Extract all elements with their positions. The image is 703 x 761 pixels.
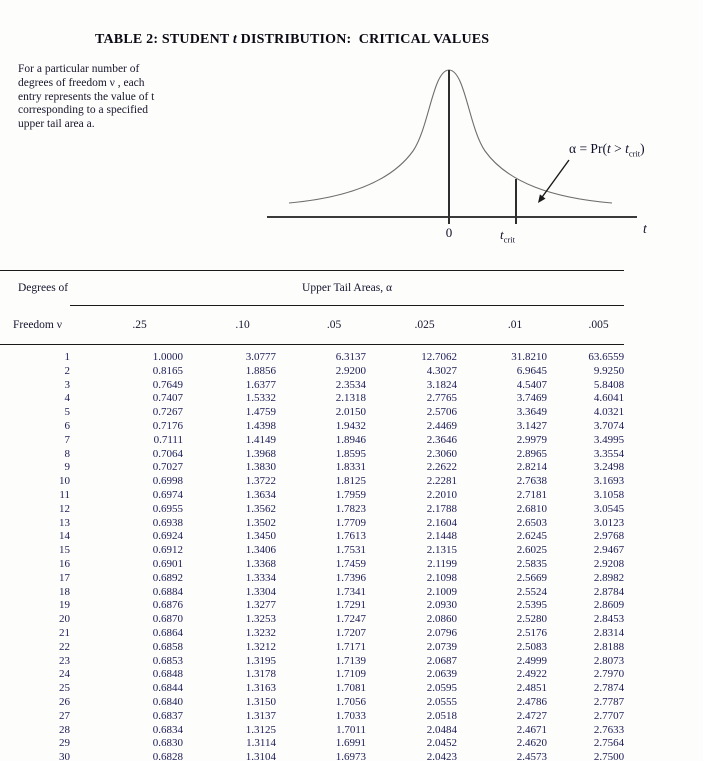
critical-value-cell: 0.6837	[152, 709, 183, 722]
critical-value-cell: 1.7709	[335, 516, 366, 529]
alpha-column-header: .10	[183, 306, 276, 345]
title-suffix: DISTRIBUTION: CRITICAL VALUES	[236, 32, 490, 47]
table-header-row-1	[0, 271, 624, 306]
critical-value-cell: 2.4620	[516, 737, 547, 750]
critical-value-cell: 2.1199	[427, 557, 457, 570]
critical-value-cell: 2.0687	[426, 654, 457, 667]
critical-value-cell: 1.3277	[245, 599, 276, 612]
critical-value-cell: 1.3137	[245, 709, 276, 722]
df-cell: 13	[59, 516, 70, 529]
critical-value-cell: 2.0423	[426, 751, 457, 761]
critical-value-cell: 2.8965	[516, 447, 547, 460]
critical-value-cell: 3.2498	[593, 461, 625, 474]
critical-value-cell: 2.5395	[516, 599, 547, 612]
critical-value-cell: 1.7109	[335, 668, 366, 681]
critical-value-cell: 2.4573	[516, 751, 547, 761]
table-row	[0, 558, 624, 572]
critical-value-cell: 1.7459	[335, 557, 366, 570]
critical-value-cell: 1.6991	[335, 737, 366, 750]
critical-value-cell: 1.8946	[335, 433, 366, 446]
critical-value-cell: 2.0639	[426, 668, 457, 681]
critical-value-cell: 2.1604	[426, 516, 457, 529]
critical-value-cell: 1.4759	[245, 406, 276, 419]
critical-value-cell: 2.5176	[516, 626, 547, 639]
critical-value-cell: 2.5835	[516, 557, 547, 570]
table-row	[0, 448, 624, 462]
critical-value-cell: 1.7171	[335, 640, 366, 653]
freedom-nu-header: Freedom ν	[0, 306, 70, 345]
critical-value-cell: 2.0452	[426, 737, 457, 750]
critical-value-cell: 4.6041	[593, 392, 625, 405]
critical-value-cell: 2.9768	[593, 530, 625, 543]
critical-value-cell: 1.7959	[335, 488, 366, 501]
df-cell: 1	[64, 351, 70, 363]
critical-value-cell: 2.6025	[516, 544, 547, 557]
critical-value-cell: 0.6834	[152, 723, 183, 736]
alpha-column-header: .025	[366, 306, 457, 345]
critical-value-cell: 3.4995	[593, 433, 625, 446]
critical-value-cell: 0.6870	[152, 613, 183, 626]
critical-value-cell: 1.3368	[245, 557, 276, 570]
alpha-annotation	[569, 141, 645, 159]
critical-value-cell: 2.5083	[516, 640, 547, 653]
critical-value-cell: 1.8125	[335, 475, 366, 488]
critical-value-cell: 4.5407	[516, 378, 547, 391]
critical-value-cell: 2.5280	[516, 613, 547, 626]
critical-value-cell: 2.1098	[426, 571, 457, 584]
df-cell: 25	[59, 682, 70, 695]
critical-value-cell: 1.0000	[152, 351, 183, 363]
annotation-arrowhead	[538, 194, 546, 203]
critical-value-cell: 1.4398	[245, 419, 276, 432]
critical-value-cell: 2.6503	[516, 516, 547, 529]
critical-value-cell: 1.7341	[335, 585, 366, 598]
df-cell: 23	[59, 654, 70, 667]
critical-value-cell: 2.1788	[426, 502, 457, 515]
critical-value-cell: 0.6853	[152, 654, 183, 667]
degrees-of-header: Degrees of	[18, 282, 69, 295]
annotation-arrow	[540, 160, 569, 200]
critical-value-cell: 0.6830	[152, 737, 183, 750]
critical-value-cell: 1.9432	[335, 419, 366, 432]
critical-value-cell: 2.4851	[516, 682, 547, 695]
critical-value-cell: 2.0518	[426, 709, 457, 722]
df-cell: 8	[64, 447, 70, 460]
critical-value-cell: 0.6974	[152, 488, 183, 501]
critical-value-cell: 0.7111	[153, 433, 183, 446]
critical-value-cell: 0.6848	[152, 668, 183, 681]
df-cell: 16	[59, 557, 70, 570]
critical-value-cell: 2.7638	[516, 475, 547, 488]
table-row	[0, 475, 624, 489]
title-italic-t: t	[232, 32, 237, 47]
critical-value-cell: 1.3968	[245, 447, 276, 460]
critical-value-cell: 1.3125	[245, 723, 276, 736]
critical-value-cell: 0.6924	[152, 530, 183, 543]
table-row	[0, 345, 624, 365]
critical-value-cell: 3.0123	[593, 516, 625, 529]
annotation-close: )	[640, 141, 645, 156]
critical-value-cell: 1.7081	[335, 682, 366, 695]
critical-value-cell: 0.6998	[152, 475, 183, 488]
tcrit-t: t	[500, 227, 504, 242]
critical-value-cell: 1.8595	[335, 447, 366, 460]
critical-value-cell: 2.3534	[335, 378, 366, 391]
critical-value-cell: 0.6828	[152, 751, 183, 761]
table-row	[0, 696, 624, 710]
critical-value-cell: 9.9250	[593, 364, 625, 377]
annotation-crit-sub: crit	[628, 148, 641, 159]
critical-value-cell: 2.4922	[516, 668, 547, 681]
critical-value-cell: 1.3178	[245, 668, 276, 681]
table-row	[0, 586, 624, 600]
critical-value-cell: 2.7633	[593, 723, 625, 736]
critical-value-cell: 63.6559	[588, 351, 625, 363]
table-row	[0, 710, 624, 724]
tcrit-axis-label	[500, 227, 515, 245]
critical-value-cell: 2.8314	[593, 626, 625, 639]
critical-value-cell: 3.7469	[516, 392, 547, 405]
critical-value-cell: 1.3450	[245, 530, 276, 543]
critical-value-cell: 1.5332	[245, 392, 276, 405]
critical-value-cell: 2.0555	[426, 695, 457, 708]
critical-value-cell: 2.0739	[426, 640, 457, 653]
critical-value-cell: 2.5524	[516, 585, 547, 598]
critical-value-cell: 1.3212	[245, 640, 276, 653]
table-row	[0, 406, 624, 420]
annotation-t2: t	[625, 141, 629, 156]
critical-value-cell: 4.0321	[593, 406, 625, 419]
critical-value-cell: 1.3104	[245, 751, 276, 761]
df-cell: 2	[64, 364, 70, 377]
critical-value-cell: 2.4999	[516, 654, 547, 667]
critical-value-cell: 1.7291	[335, 599, 366, 612]
critical-value-cell: 2.4727	[516, 709, 547, 722]
df-cell: 12	[59, 502, 70, 515]
table-row	[0, 379, 624, 393]
table-row	[0, 489, 624, 503]
critical-value-cell: 2.9979	[516, 433, 547, 446]
critical-value-cell: 1.7139	[335, 654, 366, 667]
intro-note-line: upper tail area a.	[18, 118, 95, 131]
critical-value-cell: 3.0777	[245, 351, 276, 363]
critical-value-cell: 1.3304	[245, 585, 276, 598]
df-cell: 24	[59, 668, 70, 681]
df-cell: 20	[59, 613, 70, 626]
critical-value-cell: 2.8784	[593, 585, 625, 598]
critical-value-cell: 2.7970	[593, 668, 625, 681]
critical-value-cell: 2.8188	[593, 640, 625, 653]
table-header-row-2	[0, 306, 624, 345]
zero-axis-label: 0	[445, 225, 453, 240]
df-cell: 17	[59, 571, 70, 584]
critical-value-cell: 2.7181	[516, 488, 547, 501]
critical-value-cell: 2.3060	[426, 447, 457, 460]
table-row	[0, 434, 624, 448]
critical-value-cell: 1.3163	[245, 682, 276, 695]
df-cell: 3	[64, 378, 70, 391]
critical-value-cell: 1.6377	[245, 378, 276, 391]
critical-value-cell: 6.3137	[335, 351, 366, 363]
alpha-column-header: .01	[457, 306, 547, 345]
critical-value-cell: 2.9208	[593, 557, 625, 570]
alpha-column-header: .25	[70, 306, 183, 345]
critical-value-cell: 0.6876	[152, 599, 183, 612]
critical-value-cell: 2.7500	[593, 751, 625, 761]
critical-value-cell: 2.9200	[335, 364, 366, 377]
critical-value-cell: 2.1009	[426, 585, 457, 598]
critical-value-cell: 1.7033	[335, 709, 366, 722]
df-cell: 9	[64, 461, 70, 474]
critical-value-cell: 1.3562	[245, 502, 276, 515]
critical-value-cell: 3.1693	[593, 475, 625, 488]
critical-value-cell: 2.8609	[593, 599, 625, 612]
critical-value-cell: 1.3253	[245, 613, 276, 626]
annotation-t: t	[606, 141, 611, 156]
critical-value-cell: 5.8408	[593, 378, 625, 391]
critical-value-cell: 1.7396	[335, 571, 366, 584]
critical-value-cell: 0.7407	[152, 392, 183, 405]
critical-value-cell: 1.3232	[245, 626, 276, 639]
df-cell: 21	[59, 626, 70, 639]
critical-value-cell: 3.1058	[593, 488, 625, 501]
critical-value-cell: 2.4786	[516, 695, 547, 708]
critical-value-cell: 2.7765	[426, 392, 457, 405]
critical-value-cell: 1.3722	[245, 475, 276, 488]
table-row	[0, 724, 624, 738]
critical-value-cell: 1.8331	[335, 461, 366, 474]
intro-note	[18, 63, 228, 132]
table-row	[0, 641, 624, 655]
critical-value-cell: 1.7823	[335, 502, 366, 515]
df-cell: 10	[59, 475, 70, 488]
critical-value-cell: 6.9645	[516, 364, 547, 377]
critical-value-cell: 2.4671	[516, 723, 547, 736]
critical-value-cell: 0.6892	[152, 571, 183, 584]
critical-value-cell: 2.8214	[516, 461, 547, 474]
df-cell: 5	[64, 406, 70, 419]
critical-value-cell: 2.2622	[426, 461, 457, 474]
page-title	[95, 32, 489, 48]
critical-value-cell: 1.3634	[245, 488, 276, 501]
annotation-gt: >	[610, 141, 626, 156]
critical-value-cell: 3.0545	[593, 502, 625, 515]
critical-value-cell: 2.7564	[593, 737, 625, 750]
df-cell: 4	[64, 392, 70, 405]
tcrit-sub: crit	[503, 234, 515, 245]
critical-value-cell: 2.2010	[426, 488, 457, 501]
critical-value-cell: 1.7207	[335, 626, 366, 639]
table-row	[0, 530, 624, 544]
critical-value-cell: 1.7247	[335, 613, 366, 626]
critical-value-cell: 2.1448	[426, 530, 457, 543]
table-row	[0, 461, 624, 475]
critical-value-cell: 2.1315	[426, 544, 457, 557]
critical-value-cell: 12.7062	[421, 351, 457, 363]
critical-value-cell: 1.4149	[245, 433, 276, 446]
critical-value-cell: 2.0595	[426, 682, 457, 695]
df-cell: 28	[59, 723, 70, 736]
df-cell: 15	[59, 544, 70, 557]
df-cell: 18	[59, 585, 70, 598]
intro-note-line: corresponding to a specified	[18, 104, 148, 117]
critical-value-cell: 2.2281	[426, 475, 457, 488]
critical-value-cell: 2.9467	[593, 544, 625, 557]
t-table-body	[0, 345, 624, 761]
df-cell: 14	[59, 530, 70, 543]
critical-value-cell: 1.3195	[245, 654, 276, 667]
table-row	[0, 517, 624, 531]
critical-value-cell: 1.7056	[335, 695, 366, 708]
critical-value-cell: 3.7074	[593, 419, 625, 432]
critical-value-cell: 2.7874	[593, 682, 625, 695]
critical-value-cell: 3.1824	[426, 378, 457, 391]
critical-value-cell: 1.7531	[335, 544, 366, 557]
critical-value-cell: 2.5706	[426, 406, 457, 419]
critical-value-cell: 0.6901	[152, 557, 183, 570]
critical-value-cell: 2.7787	[593, 695, 625, 708]
critical-value-cell: 0.7064	[152, 447, 183, 460]
t-axis-label: t	[643, 221, 647, 236]
intro-note-line: degrees of freedom ν , each	[18, 76, 145, 89]
table-row	[0, 655, 624, 669]
df-cell: 29	[59, 737, 70, 750]
upper-tail-areas-header: Upper Tail Areas, α	[70, 271, 624, 306]
table-row	[0, 365, 624, 379]
df-cell: 27	[59, 709, 70, 722]
critical-value-cell: 3.3554	[593, 447, 625, 460]
critical-value-cell: 0.6864	[152, 626, 183, 639]
critical-value-cell: 1.7011	[336, 723, 366, 736]
table-row	[0, 420, 624, 434]
critical-value-cell: 0.6955	[152, 502, 183, 515]
critical-value-cell: 1.3406	[245, 544, 276, 557]
critical-value-cell: 2.0796	[426, 626, 457, 639]
critical-value-cell: 2.6810	[516, 502, 547, 515]
critical-value-cell: 0.7027	[152, 461, 183, 474]
df-cell: 19	[59, 599, 70, 612]
critical-value-cell: 2.3646	[426, 433, 457, 446]
critical-value-cell: 0.7267	[152, 406, 183, 419]
critical-value-cell: 0.6884	[152, 585, 183, 598]
critical-value-cell: 1.3114	[246, 737, 276, 750]
critical-value-cell: 1.7613	[335, 530, 366, 543]
df-cell: 26	[59, 695, 70, 708]
df-cell: 6	[64, 419, 70, 432]
df-cell: 22	[59, 640, 70, 653]
critical-value-cell: 2.7707	[593, 709, 625, 722]
table-row	[0, 737, 624, 751]
density-curve	[289, 70, 612, 203]
critical-value-cell: 0.8165	[152, 364, 183, 377]
table-row	[0, 613, 624, 627]
critical-value-cell: 0.6844	[152, 682, 183, 695]
table-row	[0, 751, 624, 761]
df-cell: 11	[59, 488, 70, 501]
critical-value-cell: 31.8210	[511, 351, 547, 363]
table-row	[0, 668, 624, 682]
critical-value-cell: 2.1318	[335, 392, 366, 405]
title-prefix: TABLE 2: STUDENT	[95, 32, 233, 47]
t-distribution-diagram	[255, 55, 703, 260]
critical-value-cell: 2.8982	[593, 571, 625, 584]
alpha-column-header: .05	[276, 306, 366, 345]
df-cell: 30	[59, 751, 70, 761]
table-row	[0, 627, 624, 641]
critical-value-cell: 1.3830	[245, 461, 276, 474]
critical-value-cell: 0.6840	[152, 695, 183, 708]
critical-value-cell: 0.6858	[152, 640, 183, 653]
critical-value-cell: 2.6245	[516, 530, 547, 543]
table-row	[0, 572, 624, 586]
critical-value-cell: 2.8453	[593, 613, 625, 626]
alpha-column-header: .005	[547, 306, 624, 345]
critical-value-cell: 0.6938	[152, 516, 183, 529]
critical-values-table	[0, 270, 624, 761]
table-row	[0, 503, 624, 517]
intro-note-line: entry represents the value of t	[18, 90, 155, 103]
annotation-prefix: α = Pr(	[569, 141, 607, 156]
critical-value-cell: 2.8073	[593, 654, 625, 667]
critical-value-cell: 1.3334	[245, 571, 276, 584]
intro-note-line: For a particular number of	[18, 63, 140, 75]
df-cell: 7	[64, 433, 70, 446]
critical-value-cell: 1.6973	[335, 751, 366, 761]
critical-value-cell: 1.3150	[245, 695, 276, 708]
critical-value-cell: 4.3027	[426, 364, 457, 377]
critical-value-cell: 2.5669	[516, 571, 547, 584]
critical-value-cell: 2.4469	[426, 419, 457, 432]
critical-value-cell: 3.1427	[516, 419, 547, 432]
critical-value-cell: 0.6912	[152, 544, 183, 557]
critical-value-cell: 1.3502	[245, 516, 276, 529]
table-row	[0, 544, 624, 558]
table-row	[0, 392, 624, 406]
critical-value-cell: 3.3649	[516, 406, 547, 419]
critical-value-cell: 1.8856	[245, 364, 276, 377]
table-row	[0, 599, 624, 613]
critical-value-cell: 0.7176	[152, 419, 183, 432]
table-row	[0, 682, 624, 696]
critical-value-cell: 2.0860	[426, 613, 457, 626]
t-table	[0, 270, 624, 761]
critical-value-cell: 2.0930	[426, 599, 457, 612]
critical-value-cell: 0.7649	[152, 378, 183, 391]
critical-value-cell: 2.0484	[426, 723, 457, 736]
critical-value-cell: 2.0150	[335, 406, 366, 419]
